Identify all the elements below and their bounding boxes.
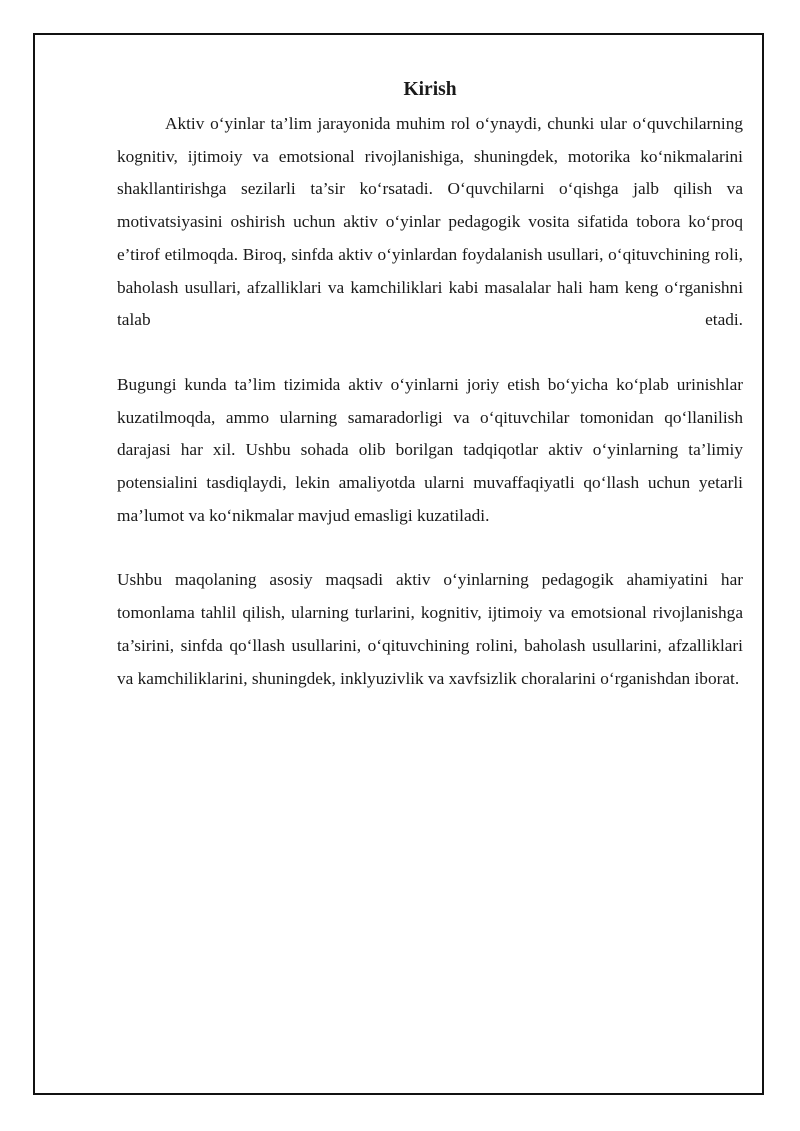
document-title: Kirish	[403, 79, 457, 100]
paragraph-current-state: Bugungi kunda ta’lim tizimida aktiv o‘yinlarni joriy etish bo‘yicha ko‘plab urinishlar kuzatilmoqda, ammo ularning samaradorligi va o‘qituvchilar tomonidan qo‘llanilish darajasi har xil. Ushbu sohada olib borilgan tadqiqotlar aktiv o‘yinlarning ta’limiy potensialini tasdiqlaydi, lekin amaliyotda ularni muvaffaqiyatli qo‘llash uchun yetarli ma’lumot va ko‘nikmalar mavjud emasligi kuzatiladi.	[117, 374, 743, 525]
document-body	[117, 77, 743, 695]
paragraph-aim: Ushbu maqolaning asosiy maqsadi aktiv o‘yinlarning pedagogik ahamiyatini har tomonlama tahlil qilish, ularning turlarini, kognitiv, ijtimoiy va emotsional rivojlanishga ta’sirini, sinfda qo‘llash usullarini, o‘qituvchining rolini, baholash usullarini, afzalliklari va kamchiliklarini, shuningdek, inklyuzivlik va xavfsizlik choralarini o‘rganishdan iborat.	[117, 570, 743, 688]
page-border	[33, 33, 764, 1095]
paragraph-spacer	[117, 532, 743, 564]
paragraph-spacer	[117, 337, 743, 369]
paragraph-intro: Aktiv o‘yinlar ta’lim jarayonida muhim rol o‘ynaydi, chunki ular o‘quvchilarning kognitiv, ijtimoiy va emotsional rivojlanishiga, shuningdek, motorika ko‘nikmalarini shakllantirishga sezilarli ta’sir ko‘rsatadi. O‘quvchilarni o‘qishga jalb qilish va motivatsiyasini oshirish uchun aktiv o‘yinlar pedagogik vosita sifatida tobora ko‘proq e’tirof etilmoqda. Biroq, sinfda aktiv o‘yinlardan foydalanish usullari, o‘qituvchining roli, baholash usullari, afzalliklari va kamchiliklari kabi masalalar hali ham keng o‘rganishni talab etadi.	[117, 114, 743, 330]
